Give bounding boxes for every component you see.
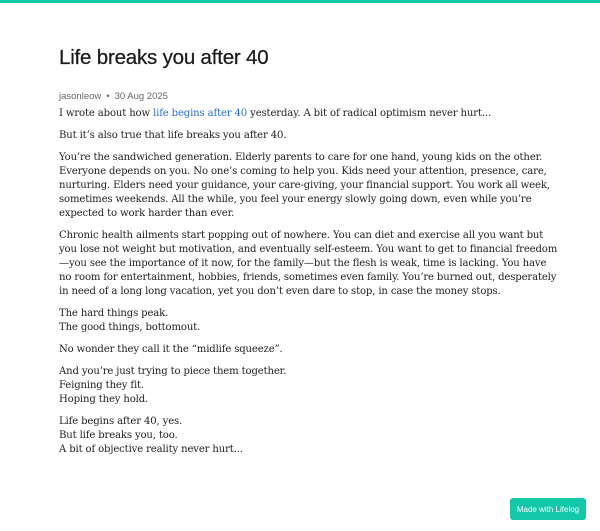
body-paragraph — [59, 151, 559, 221]
body-paragraph — [59, 343, 559, 357]
made-with-lifelog-button[interactable]: Made with Lifelog — [510, 498, 586, 520]
intro-text-before: I wrote about how — [59, 108, 154, 119]
author-name[interactable]: jasonleow — [59, 91, 102, 102]
post-article — [59, 44, 559, 465]
paragraph-line: The good things, bottomout. — [59, 322, 201, 333]
paragraph-line: Feigning they fit. — [59, 380, 144, 391]
intro-text-after: yesterday. A bit of radical optimism never hurt... — [247, 108, 492, 119]
intro-paragraph — [59, 107, 559, 121]
paragraphs-container — [59, 129, 559, 457]
body-paragraph — [59, 307, 559, 335]
body-paragraph — [59, 415, 559, 457]
body-paragraph — [59, 365, 559, 407]
paragraph-line: No wonder they call it the “midlife squeeze”. — [59, 344, 283, 355]
paragraph-line: Life begins after 40, yes. — [59, 416, 183, 427]
body-paragraph — [59, 229, 559, 299]
life-begins-link[interactable]: life begins after 40 — [153, 108, 248, 119]
paragraph-line: A bit of objective reality never hurt... — [59, 444, 243, 455]
paragraph-line: The hard things peak. — [59, 308, 169, 319]
paragraph-line: Hoping they hold. — [59, 394, 149, 405]
post-date: 30 Aug 2025 — [114, 91, 168, 102]
paragraph-line: You’re the sandwiched generation. Elderly parents to care for one hand, young kids on the other. Everyone depends on you. No one’s coming to help you. Kids need your attention, presence, care, nurturing. Elders need your guidance, your care-giving, your financial support. You work all week, sometimes weekends. All the while, you feel your energy slowly going down, even while you’re expected to work harder than ever. — [59, 152, 550, 219]
post-body — [59, 107, 559, 457]
body-paragraph — [59, 129, 559, 143]
paragraph-line: But it’s also true that life breaks you after 40. — [59, 130, 287, 141]
meta-separator: • — [106, 91, 110, 102]
paragraph-line: And you’re just trying to piece them together. — [59, 366, 287, 377]
top-accent-bar — [0, 0, 600, 3]
paragraph-line: Chronic health ailments start popping out of nowhere. You can diet and exercise all you want but you lose not weight but motivation, and eventually self-esteem. You want to get to financial freedom—you see the importance of it now, for the family—but the flesh is weak, time is lacking. You have no room for entertainment, hobbies, friends, sometimes even family. You’re burned out, desperately in need of a long long vacation, yet you don’t even dare to stop, in case the money stops. — [59, 230, 558, 297]
post-title: Life breaks you after 40 — [59, 46, 269, 69]
post-meta — [59, 91, 559, 103]
paragraph-line: But life breaks you, too. — [59, 430, 178, 441]
